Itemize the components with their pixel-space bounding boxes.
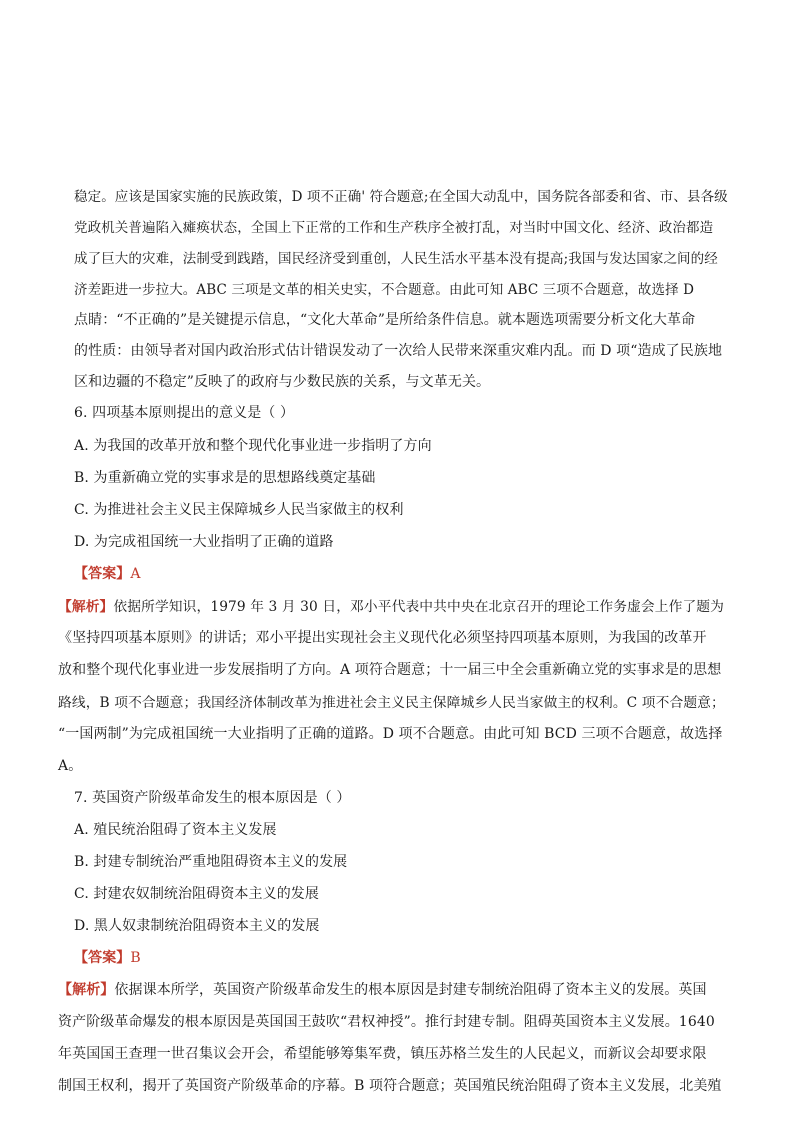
analysis-line: 放和整个现代化事业进一步发展指明了方向。A 项符合题意；十一届三中全会重新确立党的实事求是的思想 [58, 662, 722, 678]
analysis-line: “一国两制”为完成祖国统一大业指明了正确的道路。D 项不合题意。由此可知 BCD 三项不合题意，故选择 [58, 726, 723, 742]
option-c: C. 为推进社会主义民主保障城乡人民当家做主的权利 [74, 502, 404, 518]
tip-line: 的性质：由领导者对国内政治形式估计错误发动了一次给人民带来深重灾难内乱。而 D 项“造成了民族地 [74, 343, 723, 359]
analysis-text: 依据所学知识，1979 年 3 月 30 日，邓小平代表中共中央在北京召开的理论工作务虚会上作了题为 [113, 599, 724, 615]
answer-line [74, 947, 141, 967]
tip-line: 点睛：“不正确的”是关键提示信息，“文化大革命”是所给条件信息。就本题选项需要分析文化大革命 [74, 312, 696, 328]
option-b: B. 封建专制统治严重地阻碍资本主义的发展 [74, 854, 348, 870]
analysis-line: 《坚持四项基本原则》的讲话；邓小平提出实现社会主义现代化必须坚持四项基本原则，为我国的改革开 [58, 630, 707, 646]
answer-tag: 【答案】 [74, 566, 131, 582]
option-d: D. 为完成祖国统一大业指明了正确的道路 [74, 534, 334, 550]
answer-value: B [130, 950, 141, 966]
analysis-line: 制国王权利，揭开了英国资产阶级革命的序幕。B 项符合题意；英国殖民统治阻碍了资本主义发展，北美殖 [58, 1078, 722, 1094]
analysis-line: 路线，B 项不合题意；我国经济体制改革为推进社会主义民主保障城乡人民当家做主的权利。C 项不合题意； [58, 695, 725, 711]
analysis-line [58, 595, 724, 615]
option-d: D. 黑人奴隶制统治阻碍资本主义的发展 [74, 918, 320, 934]
analysis-line: 年英国国王查理一世召集议会开会，希望能够筹集军费，镇压苏格兰发生的人民起义，而新议会却要求限 [58, 1046, 707, 1062]
answer-tag: 【答案】 [74, 950, 131, 966]
option-c: C. 封建农奴制统治阻碍资本主义的发展 [74, 886, 320, 902]
answer-line [74, 563, 141, 583]
analysis-tag: 【解析】 [58, 982, 115, 998]
option-a: A. 殖民统治阻碍了资本主义发展 [74, 822, 277, 838]
analysis-text: 依据课本所学，英国资产阶级革命发生的根本原因是封建专制统治阻碍了资本主义的发展。英国 [114, 982, 707, 998]
analysis-line [58, 979, 707, 999]
question-stem: 6. 四项基本原则提出的意义是（ ） [74, 405, 295, 421]
analysis-tag: 【解析】 [58, 599, 114, 615]
analysis-line: 成了巨大的灾难，法制受到践踏，国民经济受到重创，人民生活水平基本没有提高;我国与发达国家之间的经 [74, 251, 718, 267]
answer-value: A [130, 566, 141, 582]
analysis-line: 资产阶级革命爆发的根本原因是英国国王鼓吹“君权神授”。推行封建专制。阻碍英国资本主义发展。1640 [58, 1014, 715, 1030]
analysis-line: 济差距进一步拉大。ABC 三项是文革的相关史实，不合题意。由此可知 ABC 三项不合题意，故选择 D [74, 282, 694, 298]
question-stem: 7. 英国资产阶级革命发生的根本原因是（ ） [74, 790, 351, 806]
option-a: A. 为我国的改革开放和整个现代化事业进一步指明了方向 [74, 438, 432, 454]
option-b: B. 为重新确立党的实事求是的思想路线奠定基础 [74, 470, 376, 486]
analysis-line: A。 [58, 758, 83, 774]
analysis-line: 党政机关普遍陷入瘫痪状态，全国上下正常的工作和生产秩序全被打乱，对当时中国文化、经济、政治都造 [74, 220, 714, 236]
tip-line: 区和边疆的不稳定”反映了的政府与少数民族的关系，与文革无关。 [74, 374, 491, 390]
analysis-line: 稳定。应该是国家实施的民族政策，D 项不正确' 符合题意;在全国大动乱中，国务院各部委和省、市、县各级 [74, 189, 728, 205]
